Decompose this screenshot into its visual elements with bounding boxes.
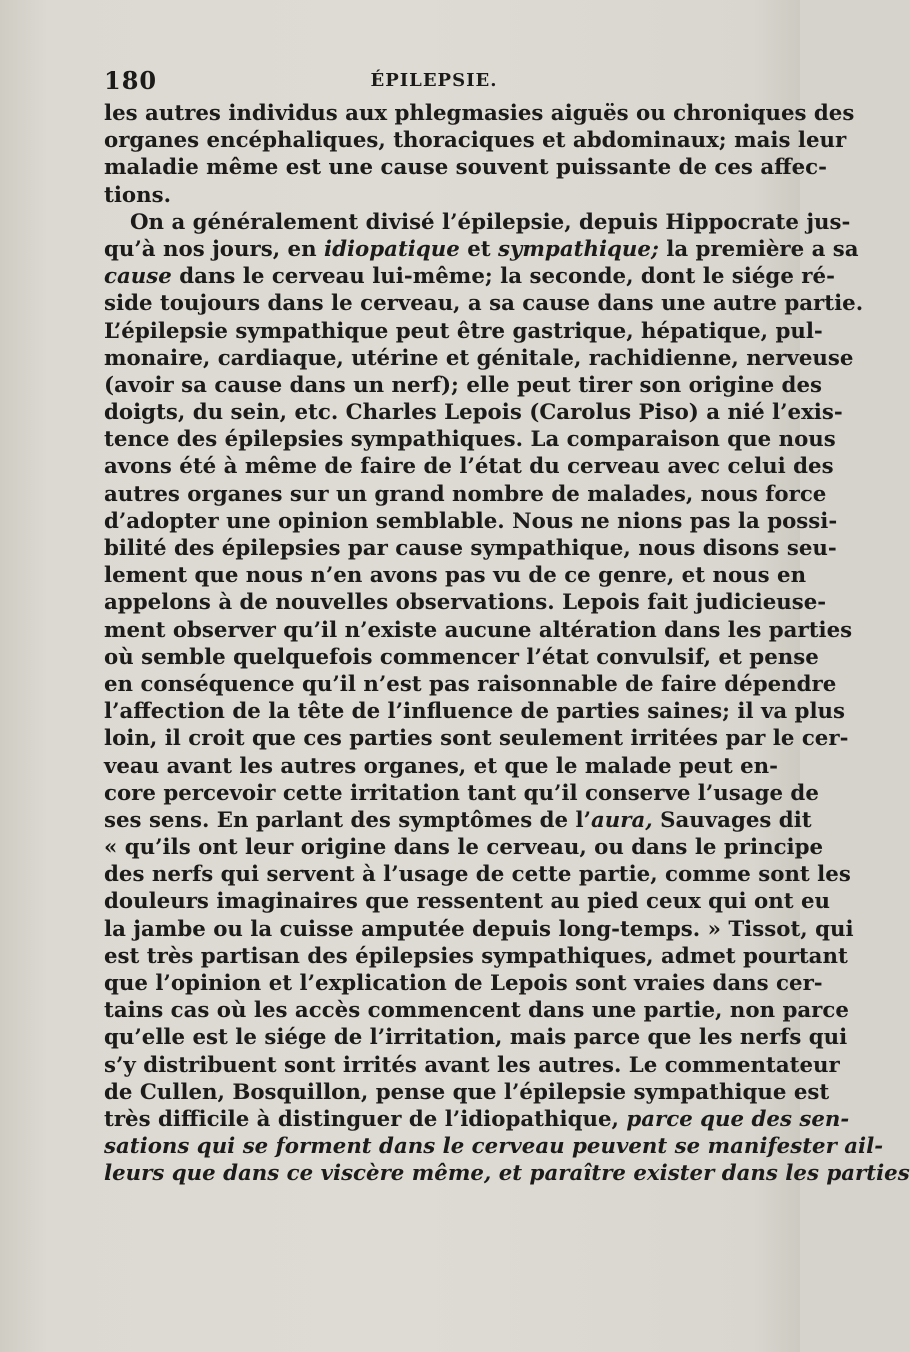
- text-line: monaire, cardiaque, utérine et génitale, rachidienne, nerveuse: [104, 345, 854, 371]
- text-line: core percevoir cette irritation tant qu’il conserve l’usage de: [104, 780, 819, 806]
- text-line: tions.: [104, 182, 172, 208]
- text-line: des nerfs qui servent à l’usage de cette partie, comme sont les: [104, 862, 851, 888]
- body-text: [104, 100, 910, 1188]
- text-line: side toujours dans le cerveau, a sa cause dans une autre partie.: [104, 291, 864, 317]
- text-line: où semble quelquefois commencer l’état convulsif, et pense: [104, 644, 819, 670]
- text-line: d’adopter une opinion semblable. Nous ne nions pas la possi-: [104, 508, 838, 534]
- text-line: qu’elle est le siége de l’irritation, mais parce que les nerfs qui: [104, 1025, 848, 1051]
- text-line: en conséquence qu’il n’est pas raisonnable de faire dépendre: [104, 671, 837, 697]
- page-number: 180: [104, 66, 158, 95]
- text-line: doigts, du sein, etc. Charles Lepois (Carolus Piso) a nié l’exis-: [104, 400, 843, 426]
- text-line: autres organes sur un grand nombre de malades, nous force: [104, 481, 827, 507]
- text-line: organes encéphaliques, thoraciques et abdominaux; mais leur: [104, 128, 847, 154]
- text-line: de Cullen, Bosquillon, pense que l’épilepsie sympathique est: [104, 1079, 830, 1105]
- text-line: (avoir sa cause dans un nerf); elle peut tirer son origine des: [104, 372, 822, 398]
- text-line: lement que nous n’en avons pas vu de ce genre, et nous en: [104, 563, 807, 589]
- text-line: qu’à nos jours, en idiopatique et sympathique; la première a sa: [104, 236, 859, 262]
- text-line: tains cas où les accès commencent dans une partie, non parce: [104, 998, 849, 1024]
- text-line: tence des épilepsies sympathiques. La comparaison que nous: [104, 427, 836, 453]
- text-line: l’affection de la tête de l’influence de parties saines; il va plus: [104, 699, 846, 725]
- text-line: les autres individus aux phlegmasies aiguës ou chroniques des: [104, 101, 855, 126]
- text-line: ment observer qu’il n’existe aucune altération dans les parties: [104, 617, 853, 643]
- text-line: avons été à même de faire de l’état du cerveau avec celui des: [104, 454, 834, 480]
- text-line: ses sens. En parlant des symptômes de l’aura, Sauvages dit: [104, 807, 812, 833]
- text-line: cause dans le cerveau lui-même; la seconde, dont le siége ré-: [104, 264, 835, 290]
- text-line: « qu’ils ont leur origine dans le cerveau, ou dans le principe: [104, 835, 824, 861]
- text-line: bilité des épilepsies par cause sympathique, nous disons seu-: [104, 536, 837, 561]
- running-title: ÉPILEPSIE.: [370, 70, 498, 91]
- text-line: loin, il croit que ces parties sont seulement irritées par le cer-: [104, 726, 849, 752]
- text-line: la jambe ou la cuisse amputée depuis long-temps. » Tissot, qui: [104, 916, 854, 942]
- text-line: que l’opinion et l’explication de Lepois sont vraies dans cer-: [104, 971, 823, 996]
- text-line: est très partisan des épilepsies sympathiques, admet pourtant: [104, 943, 848, 969]
- text-line: veau avant les autres organes, et que le malade peut en-: [104, 753, 778, 779]
- text-line: L’épilepsie sympathique peut être gastrique, hépatique, pul-: [104, 318, 823, 344]
- text-line: leurs que dans ce viscère même, et paraître exister dans les parties: [104, 1161, 910, 1187]
- text-line: très difficile à distinguer de l’idiopathique, parce que des sen-: [104, 1106, 850, 1132]
- text-line: s’y distribuent sont irrités avant les autres. Le commentateur: [104, 1052, 840, 1078]
- page-header: [104, 62, 764, 102]
- text-line: On a généralement divisé l’épilepsie, depuis Hippocrate jus-: [130, 209, 851, 235]
- text-line: sations qui se forment dans le cerveau peuvent se manifester ail-: [104, 1134, 884, 1160]
- text-line: appelons à de nouvelles observations. Lepois fait judicieuse-: [104, 590, 827, 616]
- text-line: maladie même est une cause souvent puissante de ces affec-: [104, 155, 827, 181]
- text-line: douleurs imaginaires que ressentent au pied ceux qui ont eu: [104, 889, 831, 915]
